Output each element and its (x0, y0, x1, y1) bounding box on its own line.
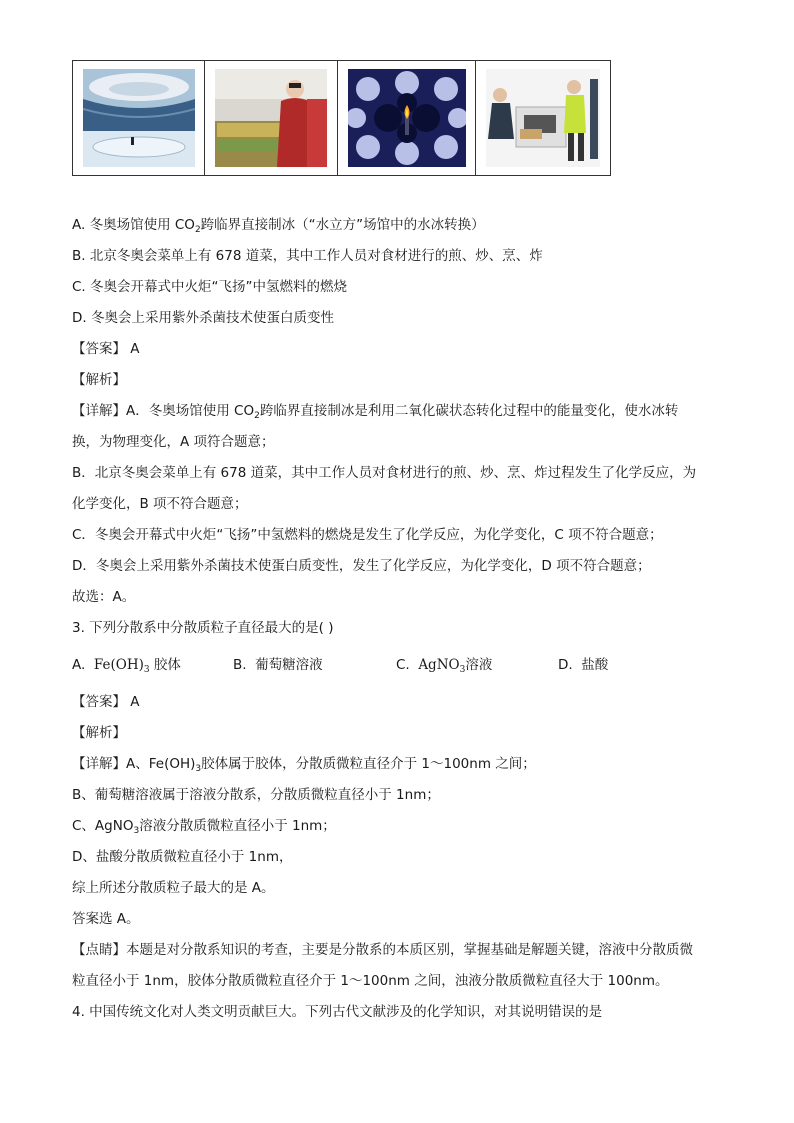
q3-stem: 3. 下列分散系中分散质粒子直径最大的是( ) (72, 620, 334, 636)
q3-option-d: D. 盐酸 (558, 657, 609, 673)
q3-option-b: B. 葡萄糖溶液 (233, 657, 323, 673)
q2-option-b: B. 北京冬奥会菜单上有 678 道菜，其中工作人员对食材进行的煎、炒、烹、炸 (72, 248, 543, 264)
q2-detail-line-3: B．北京冬奥会菜单上有 678 道菜，其中工作人员对食材进行的煎、炒、烹、炸过程发生了化学反应，为 (72, 465, 697, 481)
q2-answer: 【答案】 A (72, 341, 140, 357)
q3-detail-line-4: D、盐酸分散质微粒直径小于 1nm， (72, 849, 293, 865)
q3-note-line-2: 粒直径小于 1nm，胶体分散质微粒直径介于 1～100nm 之间，浊液分散质微粒直径大于 100nm。 (72, 973, 669, 989)
q2-detail-line-2: 换，为物理变化，A 项符合题意； (72, 434, 275, 450)
q3-answer: 【答案】 A (72, 694, 140, 710)
ice-venue-photo (83, 69, 195, 167)
image-cell-2 (205, 61, 338, 175)
q2-option-c: C. 冬奥会开幕式中火炬“飞扬”中氢燃料的燃烧 (72, 279, 348, 295)
q3-detail-line-5: 综上所述分散质粒子最大的是 A。 (72, 880, 275, 896)
q3-detail-line-3: C、AgNO$_3$溶液分散质微粒直径小于 1nm； (72, 818, 336, 836)
q3-detail-line-1: 【详解】A、$Fe(OH)_3$胶体属于胶体，分散质微粒直径介于 1～100nm 之间； (72, 756, 536, 774)
q2-detail-line-6: D．冬奥会上采用紫外杀菌技术使蛋白质变性，发生了化学反应，为化学变化，D 项不符合题意； (72, 558, 651, 574)
q2-analysis-heading: 【解析】 (72, 372, 126, 388)
q2-detail-line-4: 化学变化，B 项不符合题意； (72, 496, 248, 512)
q3-note-line-1: 【点睛】本题是对分散系知识的考查，主要是分散系的本质区别，掌握基础是解题关键，溶液中分散质微 (72, 942, 693, 958)
q2-detail-line-5: C．冬奥会开幕式中火炬“飞扬”中氢燃料的燃烧是发生了化学反应，为化学变化，C 项不符合题意； (72, 527, 663, 543)
q2-detail-line-1: 【详解】A．冬奥场馆使用 $CO_2$跨临界直接制冰是利用二氧化碳状态转化过程中的能量变化，使水冰转 (72, 403, 679, 421)
q3-option-a: A. $Fe(OH)_3$ 胶体 (72, 657, 181, 675)
image-cell-3 (338, 61, 476, 175)
uv-sterilization-photo (486, 69, 600, 167)
image-table (72, 60, 611, 176)
food-worker-photo (215, 69, 327, 167)
image-cell-4 (476, 61, 610, 175)
q3-option-c: C. AgNO$_3$溶液 (396, 657, 493, 675)
q2-option-a: A. 冬奥场馆使用 $CO_2$跨临界直接制冰（“水立方”场馆中的水冰转换） (72, 217, 485, 235)
image-cell-1 (73, 61, 205, 175)
torch-photo (348, 69, 466, 167)
q4-stem: 4. 中国传统文化对人类文明贡献巨大。下列古代文献涉及的化学知识，对其说明错误的是 (72, 1004, 603, 1020)
q3-analysis-heading: 【解析】 (72, 725, 126, 741)
q2-detail-line-7: 故选：A。 (72, 589, 136, 605)
q3-detail-line-6: 答案选 A。 (72, 911, 140, 927)
q3-detail-line-2: B、葡萄糖溶液属于溶液分散系，分散质微粒直径小于 1nm； (72, 787, 440, 803)
q2-option-d: D. 冬奥会上采用紫外杀菌技术使蛋白质变性 (72, 310, 334, 326)
